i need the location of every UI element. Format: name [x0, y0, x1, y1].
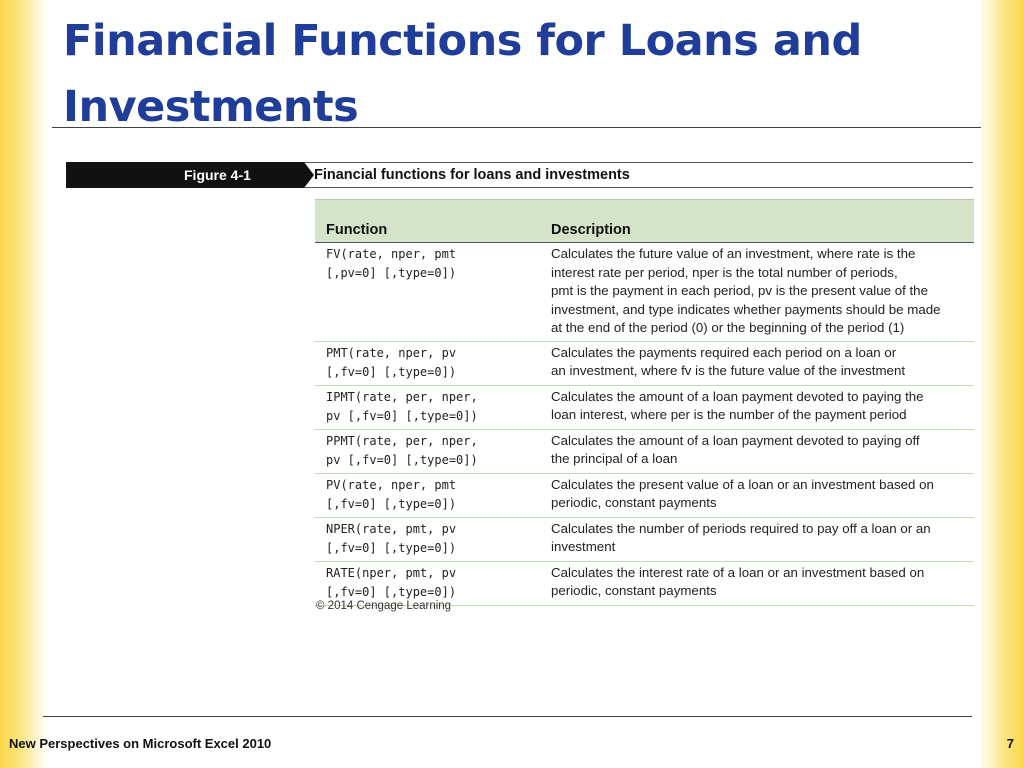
table-header-row: [315, 200, 974, 243]
function-signature-line: RATE(nper, pmt, pv: [326, 565, 457, 580]
figure-label: Figure 4-1: [184, 167, 251, 183]
function-description: [540, 429, 974, 473]
footer-text: New Perspectives on Microsoft Excel 2010: [9, 736, 272, 751]
page-number: 7: [1006, 736, 1014, 751]
function-description-line: periodic, constant payments: [551, 495, 717, 510]
table-row: [315, 385, 974, 429]
function-description-line: Calculates the interest rate of a loan or an investment based on: [551, 564, 925, 580]
function-description-line: at the end of the period (0) or the beginning of the period (1): [551, 320, 905, 335]
table-row: [315, 561, 974, 605]
function-description-line: an investment, where fv is the future value of the investment: [551, 363, 906, 378]
function-description-line: Calculates the number of periods required to pay off a loan or an: [551, 520, 931, 536]
function-signature-line: [,fv=0] [,type=0]): [326, 540, 457, 555]
financial-functions-table: [315, 199, 974, 606]
table-row: [315, 473, 974, 517]
function-signature-line: pv [,fv=0] [,type=0]): [326, 452, 478, 467]
function-signature: [315, 517, 540, 561]
right-edge-gradient: [978, 0, 1024, 768]
function-signature: [315, 341, 540, 385]
slide-title-line-2: Investments: [63, 82, 359, 132]
title-divider: [52, 127, 981, 128]
copyright-notice: © 2014 Cengage Learning: [316, 600, 452, 612]
function-description-line: Calculates the payments required each period on a loan or: [551, 344, 897, 360]
function-description-line: investment, and type indicates whether payments should be made: [551, 301, 941, 317]
function-description: [540, 385, 974, 429]
table-row: [315, 429, 974, 473]
function-description-line: periodic, constant payments: [551, 583, 717, 598]
function-description-line: loan interest, where per is the number of the payment period: [551, 407, 907, 422]
column-header-function: Function: [315, 200, 540, 243]
footer-divider: [43, 716, 972, 717]
function-description-line: Calculates the amount of a loan payment devoted to paying off: [551, 432, 920, 448]
function-signature: [315, 243, 540, 342]
function-description-line: interest rate per period, nper is the total number of periods,: [551, 264, 898, 280]
column-header-description: Description: [540, 200, 974, 243]
figure-caption: Financial functions for loans and investments: [314, 167, 630, 183]
table-body: [315, 243, 974, 606]
function-signature-line: [,fv=0] [,type=0]): [326, 364, 457, 379]
function-signature-line: [,fv=0] [,type=0]): [326, 496, 457, 511]
function-signature-line: FV(rate, nper, pmt: [326, 247, 457, 261]
function-signature-line: NPER(rate, pmt, pv: [326, 521, 457, 536]
function-description: [540, 561, 974, 605]
function-signature-line: [,fv=0] [,type=0]): [326, 584, 457, 599]
function-signature: [315, 473, 540, 517]
figure-label-box: [66, 162, 304, 188]
function-description-line: Calculates the present value of a loan or an investment based on: [551, 476, 934, 492]
function-description: [540, 517, 974, 561]
function-signature-line: [,pv=0] [,type=0]): [326, 266, 457, 280]
table-row: [315, 517, 974, 561]
table-row: [315, 341, 974, 385]
slide-title: [63, 8, 923, 140]
function-signature-line: pv [,fv=0] [,type=0]): [326, 408, 478, 423]
figure-header: [66, 162, 973, 188]
slide-title-line-1: Financial Functions for Loans and: [63, 16, 862, 66]
function-description: [540, 243, 974, 342]
function-signature-line: PV(rate, nper, pmt: [326, 477, 457, 492]
function-signature: [315, 429, 540, 473]
function-description-line: investment: [551, 539, 616, 554]
function-description: [540, 473, 974, 517]
function-description: [540, 341, 974, 385]
left-edge-gradient: [0, 0, 48, 768]
function-signature-line: PPMT(rate, per, nper,: [326, 433, 478, 448]
function-description-line: Calculates the future value of an investment, where rate is the: [551, 246, 916, 261]
function-signature-line: PMT(rate, nper, pv: [326, 345, 457, 360]
function-signature: [315, 385, 540, 429]
function-signature: [315, 561, 540, 605]
function-description-line: Calculates the amount of a loan payment devoted to paying the: [551, 388, 924, 404]
function-description-line: pmt is the payment in each period, pv is the present value of the: [551, 283, 928, 298]
table-row: [315, 243, 974, 342]
function-signature-line: IPMT(rate, per, nper,: [326, 389, 478, 404]
function-description-line: the principal of a loan: [551, 451, 678, 466]
